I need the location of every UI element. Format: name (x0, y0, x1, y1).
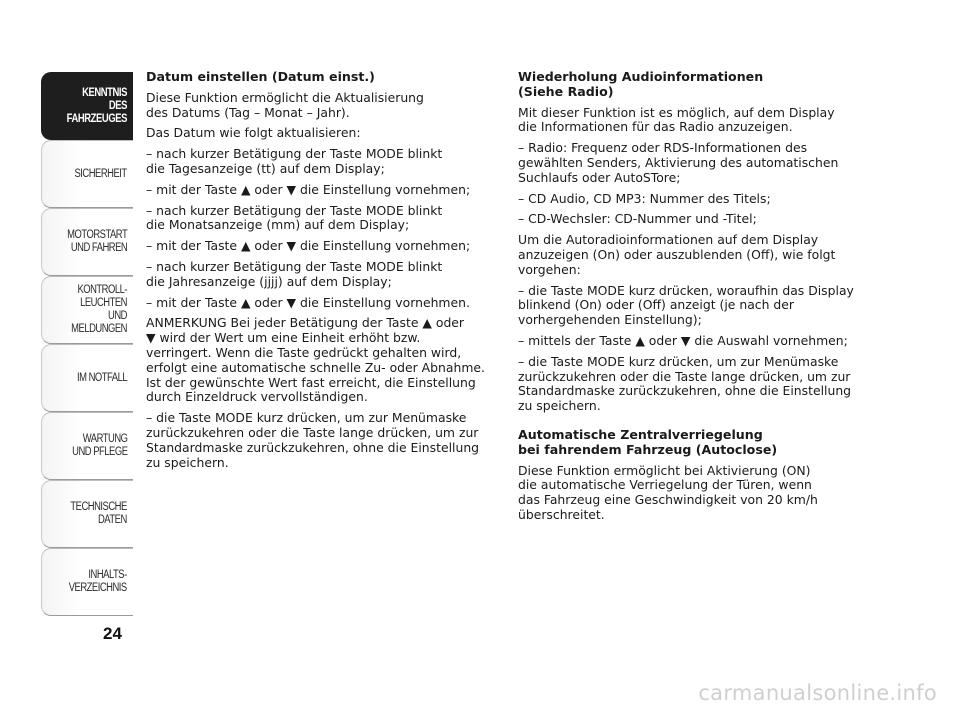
tab-label: KONTROLL- LEUCHTEN UND MELDUNGEN (71, 284, 127, 335)
paragraph: – CD-Wechsler: CD-Nummer und -Titel; (518, 211, 757, 227)
section-heading-audioinformationen: Wiederholung Audioinformationen (Siehe Radio) (518, 69, 764, 99)
tab-inhaltsverzeichnis[interactable] (41, 548, 133, 616)
paragraph: – die Taste MODE kurz drücken, um zur Menümaske zurückzukehren oder die Taste lange drücken, um zur Standardmaske zurückzukehren, ohne die Einstellung zu speichern. (146, 410, 480, 470)
paragraph: – mit der Taste ▲ oder ▼ die Einstellung vornehmen. (146, 294, 470, 310)
tab-motorstart-und-fahren[interactable] (41, 208, 133, 276)
tab-wartung-und-pflege[interactable] (41, 412, 133, 480)
section-heading-datum: Datum einstellen (Datum einst.) (146, 69, 375, 84)
tab-label: SICHERHEIT (74, 167, 127, 180)
left-column (146, 70, 496, 476)
note-paragraph: ANMERKUNG Bei jeder Betätigung der Taste ▲ oder ▼ wird der Wert um eine Einheit erhöht bzw. verringert. Wenn die Taste gedrückt gehalten wird, erfolgt eine automatische schnelle Zu- oder Abnahme. Ist der gewünschte Wert fast erreicht, die Einstellung durch Einzeldruck vervollständigen. (146, 315, 485, 405)
tab-label: INHALTS- VERZEICHNIS (69, 569, 127, 594)
paragraph: – nach kurzer Betätigung der Taste MODE blinkt die Jahresanzeige (jjjj) auf dem Display; (146, 258, 443, 289)
section-heading-autoclose: Automatische Zentralverriegelung bei fahrendem Fahrzeug (Autoclose) (518, 426, 778, 457)
tab-kontrollleuchten-und-meldungen[interactable] (41, 276, 133, 344)
paragraph: – mit der Taste ▲ oder ▼ die Einstellung vornehmen; (146, 181, 471, 197)
tab-technische-daten[interactable] (41, 480, 133, 548)
tab-im-notfall[interactable] (41, 344, 133, 412)
paragraph: Mit dieser Funktion ist es möglich, auf dem Display die Informationen für das Radio anzuzeigen. (518, 104, 835, 135)
watermark: carmanualsonline.info (698, 681, 937, 705)
tab-kenntnis-des-fahrzeuges[interactable] (41, 72, 133, 140)
paragraph: – Radio: Frequenz oder RDS-Informationen des gewählten Senders, Aktivierung des automatischen Suchlaufs oder AutoSTore; (518, 140, 839, 185)
paragraph: Um die Autoradioinformationen auf dem Display anzuzeigen (On) oder auszublenden (Off), wie folgt vorgehen: (518, 232, 836, 277)
tab-sicherheit[interactable] (41, 140, 133, 208)
tab-label: KENNTNIS DES FAHRZEUGES (66, 86, 127, 125)
tab-label: MOTORSTART UND FAHREN (66, 229, 127, 254)
tab-label: IM NOTFALL (76, 371, 127, 384)
paragraph: Diese Funktion ermöglicht die Aktualisierung des Datums (Tag – Monat – Jahr). (146, 89, 424, 120)
paragraph: – nach kurzer Betätigung der Taste MODE blinkt die Monatsanzeige (mm) auf dem Display; (146, 202, 443, 233)
paragraph: Diese Funktion ermöglicht bei Aktivierung (ON) die automatische Verriegelung der Türen, wenn das Fahrzeug eine Geschwindigkeit von 20 km/h überschreitet. (518, 462, 818, 522)
paragraph: – mittels der Taste ▲ oder ▼ die Auswahl vornehmen; (518, 332, 848, 348)
paragraph: – nach kurzer Betätigung der Taste MODE blinkt die Tagesanzeige (tt) auf dem Display; (146, 146, 443, 176)
paragraph: Das Datum wie folgt aktualisieren: (146, 125, 361, 141)
right-column (518, 70, 873, 529)
paragraph: – die Taste MODE kurz drücken, woraufhin das Display blinkend (On) oder (Off) anzeigt (je nach der vorhergehenden Einstellung); (518, 282, 854, 328)
paragraph: – mit der Taste ▲ oder ▼ die Einstellung vornehmen; (146, 238, 471, 254)
page-number: 24 (103, 624, 122, 643)
paragraph: – CD Audio, CD MP3: Nummer des Titels; (518, 190, 771, 206)
tab-label: WARTUNG UND PFLEGE (71, 433, 127, 458)
paragraph: – die Taste MODE kurz drücken, um zur Menümaske zurückzukehren oder die Taste lange drücken, um zur Standardmaske zurückzukehren, ohne die Einstellung zu speichern. (518, 353, 852, 414)
tab-label: TECHNISCHE DATEN (70, 501, 127, 526)
